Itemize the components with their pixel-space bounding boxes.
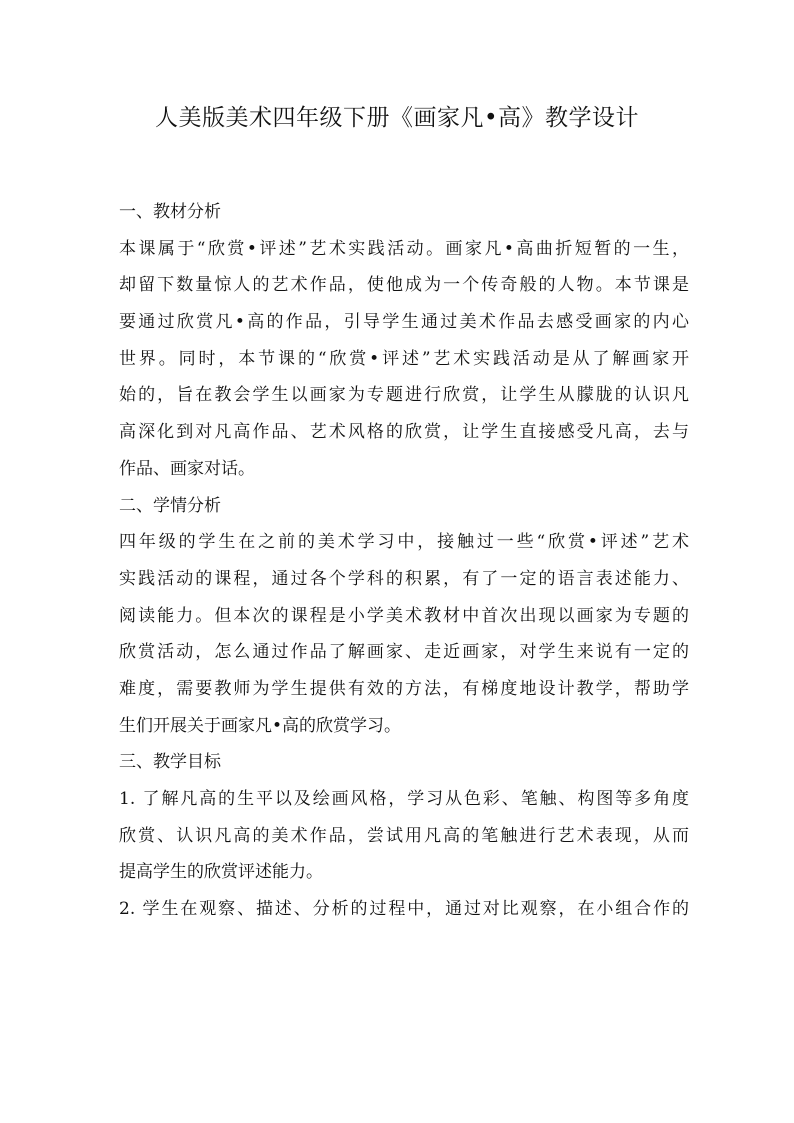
paragraph-line: 世界。同时，本节课的“欣赏•评述”艺术实践活动是从了解画家开 (119, 348, 689, 369)
document-title: 人美版美术四年级下册《画家凡•高》教学设计 (154, 105, 640, 131)
document-body (119, 194, 689, 928)
paragraph-line: 作品、画家对话。 (119, 458, 255, 479)
paragraph-line: 阅读能力。但本次的课程是小学美术教材中首次出现以画家为专题的 (119, 605, 689, 626)
paragraph-line: 高深化到对凡高作品、艺术风格的欣赏，让学生直接感受凡高，去与 (119, 422, 689, 443)
paragraph-line: 提高学生的欣赏评述能力。 (119, 862, 323, 883)
paragraph-line: 本课属于“欣赏•评述”艺术实践活动。画家凡•高曲折短暂的一生， (119, 238, 689, 259)
section-heading: 一、教材分析 (119, 202, 221, 222)
section-heading: 二、学情分析 (119, 495, 221, 516)
paragraph-line: 2. 学生在观察、描述、分析的过程中，通过对比观察，在小组合作的 (119, 899, 689, 920)
paragraph-line: 1. 了解凡高的生平以及绘画风格，学习从色彩、笔触、构图等多角度 (119, 789, 689, 809)
paragraph-line: 生们开展关于画家凡•高的欣赏学习。 (119, 715, 402, 736)
paragraph-line: 难度，需要教师为学生提供有效的方法，有梯度地设计教学，帮助学 (119, 678, 689, 699)
paragraph-line: 却留下数量惊人的艺术作品，使他成为一个传奇般的人物。本节课是 (119, 275, 689, 296)
paragraph-line: 欣赏、认识凡高的美术作品，尝试用凡高的笔触进行艺术表现，从而 (119, 825, 689, 846)
paragraph-line: 始的，旨在教会学生以画家为专题进行欣赏，让学生从朦胧的认识凡 (119, 385, 689, 406)
paragraph-line: 四年级的学生在之前的美术学习中，接触过一些“欣赏•评述”艺术 (119, 532, 689, 553)
section-heading: 三、教学目标 (119, 752, 221, 773)
paragraph-line: 欣赏活动，怎么通过作品了解画家、走近画家，对学生来说有一定的 (119, 642, 689, 663)
paragraph-line: 实践活动的课程，通过各个学科的积累，有了一定的语言表述能力、 (119, 568, 689, 589)
paragraph-line: 要通过欣赏凡•高的作品，引导学生通过美术作品去感受画家的内心 (119, 312, 689, 333)
